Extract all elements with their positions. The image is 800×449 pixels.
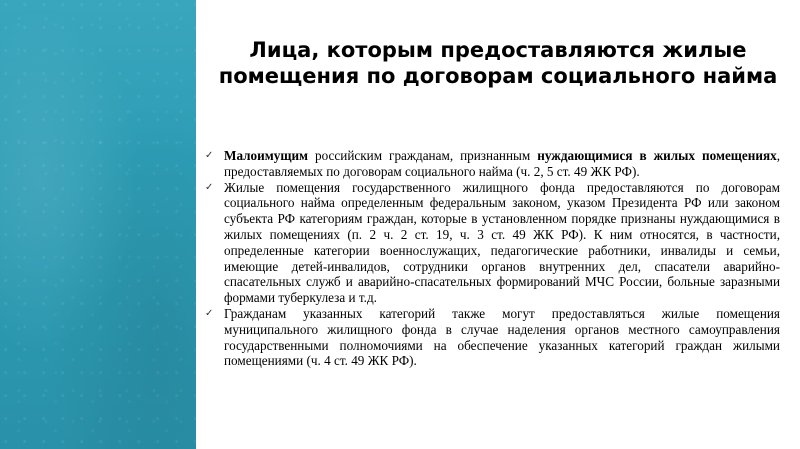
slide-title xyxy=(200,37,796,89)
body-text: российским гражданам, признанным xyxy=(308,148,538,163)
bold-text: Малоимущим xyxy=(224,148,309,163)
bullet-list xyxy=(205,148,780,369)
decorative-side-panel xyxy=(0,0,196,449)
checkmark-icon: ✓ xyxy=(205,181,214,193)
body-text: Жилые помещения государственного жилищного фонда предоставляются по договорам социального найма определенным федеральным законом, указом Президента РФ или законом субъекта РФ категориям граждан, которые в установленном порядке признаны нуждающимися в жилых помещениях (п. 2 ч. 2 ст. 19, ч. 3 ст. 49 ЖК РФ). К ним относятся, в частности, определенные категории военнослужащих, педагогические работники, инвалиды и семьи, имеющие детей-инвалидов, сотрудники органов внутренних дел, спасатели аварийно-спасательных служб и аварийно-спасательных формирований МЧС России, больные заразными формами туберкулеза и т.д. xyxy=(224,179,780,306)
list-item xyxy=(205,148,780,180)
title-line-1: Лица, которым предоставляются жилые xyxy=(249,38,747,62)
list-item xyxy=(205,180,780,306)
body-text: , предоставляемых по договорам социального найма (ч. 2, 5 ст. 49 ЖК РФ). xyxy=(224,148,781,179)
body-text: Гражданам указанных категорий также могут предоставляться жилые помещения муниципального жилищного фонда в случае наделения органов местного самоуправления государственными полномочиями на обеспечение указанных категорий граждан жилыми помещениями (ч. 4 ст. 49 ЖК РФ). xyxy=(224,305,780,369)
checkmark-icon: ✓ xyxy=(205,150,214,161)
bold-text: нуждающимися в жилых помещениях xyxy=(537,148,777,163)
list-item xyxy=(205,306,780,369)
checkmark-icon: ✓ xyxy=(205,307,214,319)
title-line-2: помещения по договорам социального найма xyxy=(218,64,778,88)
